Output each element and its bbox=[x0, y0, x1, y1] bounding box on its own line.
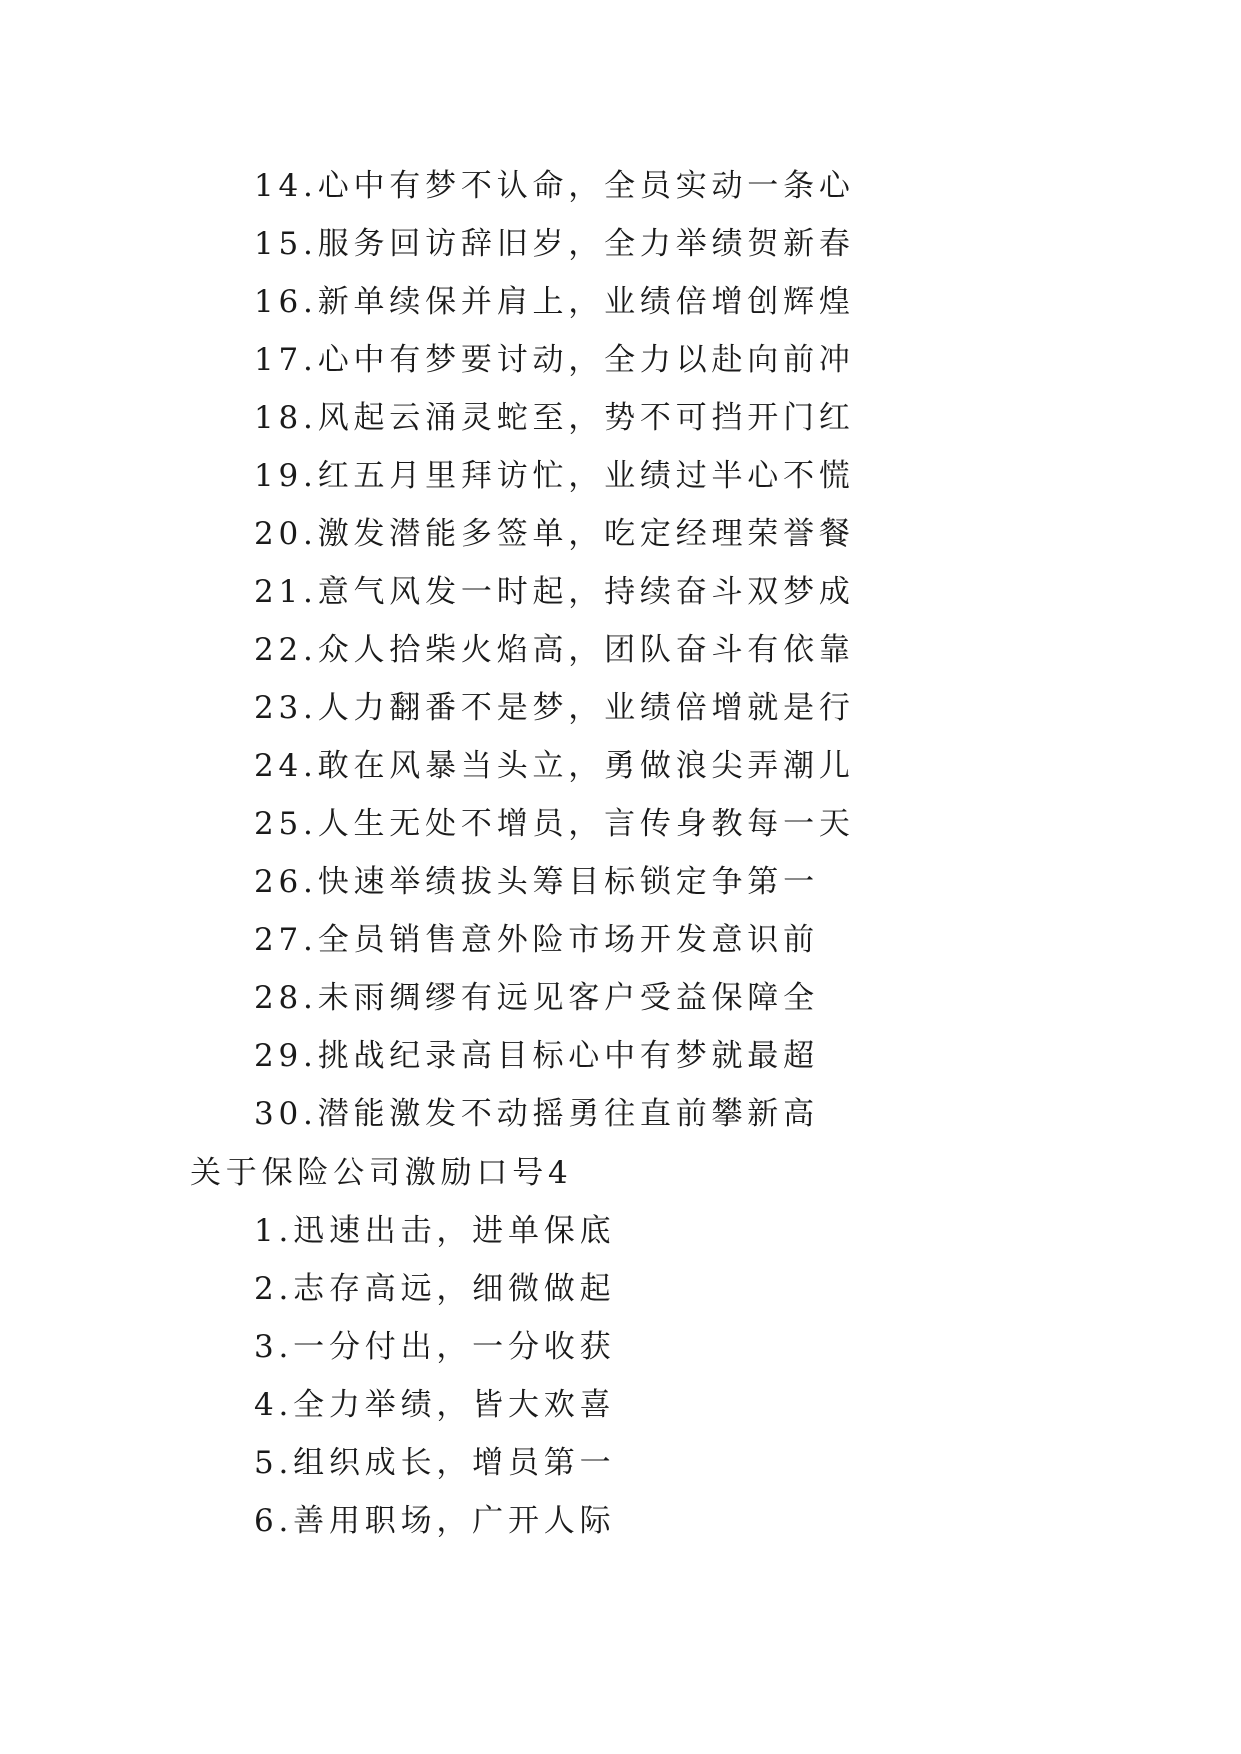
slogan-list-part1 bbox=[0, 157, 1241, 1143]
list-item: 14.心中有梦不认命，全员实动一条心 bbox=[254, 168, 855, 204]
list-item: 30.潜能激发不动摇勇往直前攀新高 bbox=[254, 1096, 819, 1132]
list-item: 16.新单续保并肩上，业绩倍增创辉煌 bbox=[254, 284, 855, 320]
list-item: 22.众人拾柴火焰高，团队奋斗有依靠 bbox=[254, 632, 855, 668]
list-item: 3.一分付出，一分收获 bbox=[254, 1329, 616, 1365]
list-item: 5.组织成长，增员第一 bbox=[254, 1445, 616, 1481]
list-item: 4.全力举绩，皆大欢喜 bbox=[254, 1387, 616, 1423]
list-item: 19.红五月里拜访忙，业绩过半心不慌 bbox=[254, 458, 855, 494]
list-item: 2.志存高远，细微做起 bbox=[254, 1271, 616, 1307]
list-item: 18.风起云涌灵蛇至，势不可挡开门红 bbox=[254, 400, 855, 436]
list-item: 23.人力翻番不是梦，业绩倍增就是行 bbox=[254, 690, 855, 726]
list-item: 29.挑战纪录高目标心中有梦就最超 bbox=[254, 1038, 819, 1074]
list-item: 20.激发潜能多签单，吃定经理荣誉餐 bbox=[254, 516, 855, 552]
section-heading: 关于保险公司激励口号4 bbox=[190, 1155, 573, 1191]
list-item: 27.全员销售意外险市场开发意识前 bbox=[254, 922, 819, 958]
list-item: 28.未雨绸缪有远见客户受益保障全 bbox=[254, 980, 819, 1016]
slogan-list-part2 bbox=[0, 1202, 1241, 1550]
list-item: 15.服务回访辞旧岁，全力举绩贺新春 bbox=[254, 226, 855, 262]
list-item: 6.善用职场，广开人际 bbox=[254, 1503, 616, 1539]
list-item: 17.心中有梦要讨动，全力以赴向前冲 bbox=[254, 342, 855, 378]
list-item: 21.意气风发一时起，持续奋斗双梦成 bbox=[254, 574, 855, 610]
list-item: 25.人生无处不增员，言传身教每一天 bbox=[254, 806, 855, 842]
list-item: 26.快速举绩拔头筹目标锁定争第一 bbox=[254, 864, 819, 900]
list-item: 1.迅速出击，进单保底 bbox=[254, 1213, 616, 1249]
list-item: 24.敢在风暴当头立，勇做浪尖弄潮儿 bbox=[254, 748, 855, 784]
